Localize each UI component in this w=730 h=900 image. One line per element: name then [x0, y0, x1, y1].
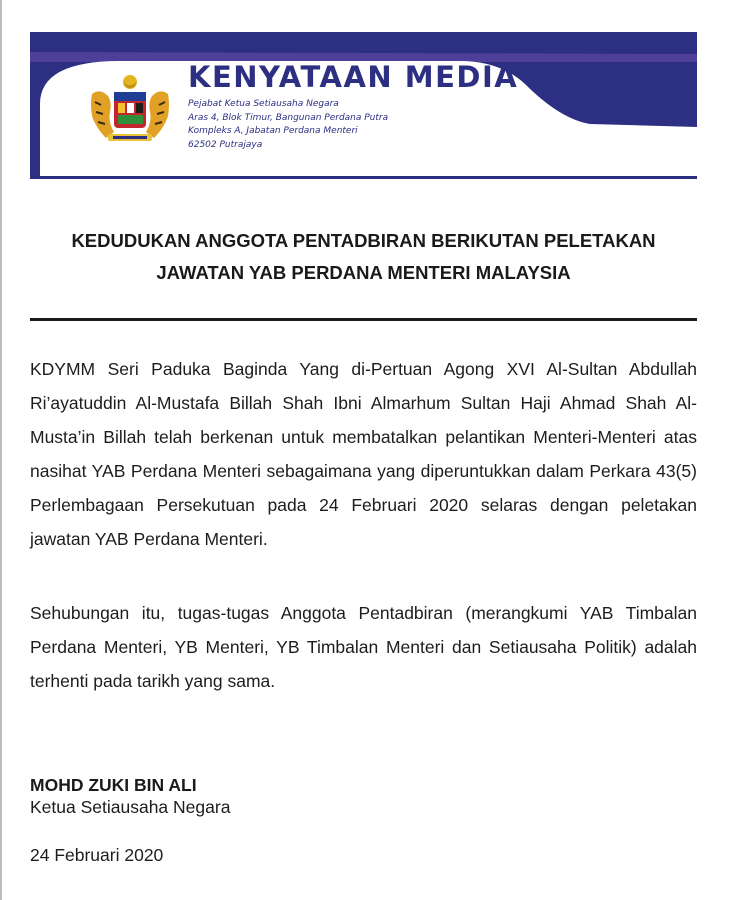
statement-date: 24 Februari 2020 — [30, 845, 164, 865]
address-line: Pejabat Ketua Setiausaha Negara — [188, 99, 339, 109]
address-line: 62502 Putrajaya — [188, 139, 263, 150]
body-paragraph-2: Sehubungan itu, tugas-tugas Anggota Pentadbiran (merangkumi YAB Timbalan Perdana Menteri, YB Menteri, YB Timbalan Menteri dan Setiausaha Politik) adalah terhenti pada tarikh yang sama. — [30, 603, 697, 691]
address-line: Aras 4, Blok Timur, Bangunan Perdana Putra — [188, 112, 389, 123]
media-statement-banner — [30, 32, 697, 179]
title-line: JAWATAN YAB PERDANA MENTERI MALAYSIA — [156, 262, 571, 283]
address-line: Kompleks A, Jabatan Perdana Menteri — [188, 126, 358, 136]
document-title — [30, 225, 697, 289]
signatory-title: Ketua Setiausaha Negara — [30, 797, 231, 817]
body-paragraph-1: KDYMM Seri Paduka Baginda Yang di-Pertuan Agong XVI Al-Sultan Abdullah Ri’ayatuddin Al-Mustafa Billah Shah Ibni Almarhum Sultan Haji Ahmad Shah Al-Musta’in Billah telah berkenan untuk membatalkan pelantikan Menteri-Menteri atas nasihat YAB Perdana Menteri sebagaimana yang diperuntukkan dalam Perkara 43(5) Perlembagaan Persekutuan pada 24 Februari 2020 selaras dengan peletakan jawatan YAB Perdana Menteri. — [30, 359, 697, 549]
title-divider — [30, 318, 697, 321]
banner-title: KENYATAAN MEDIA — [188, 60, 519, 94]
office-address — [188, 98, 388, 152]
signatory-name: MOHD ZUKI BIN ALI — [30, 775, 197, 795]
title-line: KEDUDUKAN ANGGOTA PENTADBIRAN BERIKUTAN PELETAKAN — [71, 230, 656, 251]
malaysia-crest-icon — [80, 72, 180, 152]
page-left-edge — [0, 0, 2, 900]
